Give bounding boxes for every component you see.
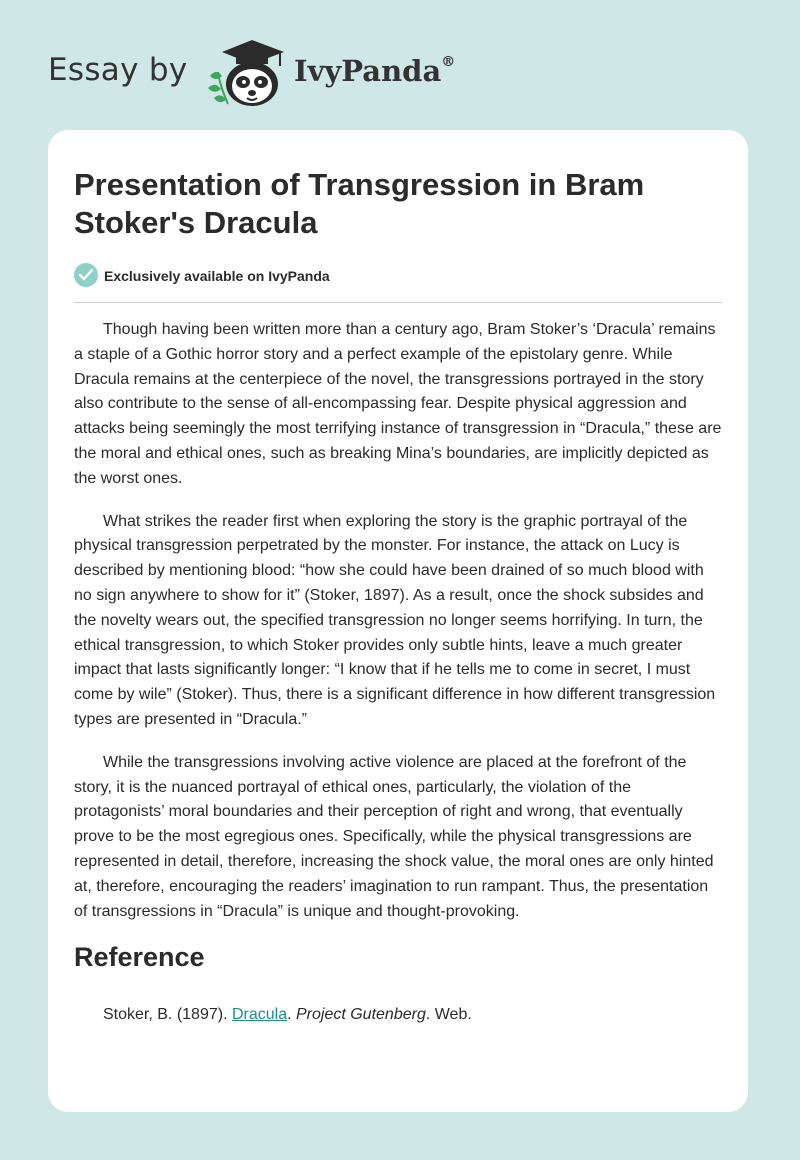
reference-suffix: . Web. [425, 1006, 472, 1023]
reference-entry [103, 1006, 472, 1024]
divider [74, 302, 722, 303]
ivypanda-panda-logo-icon[interactable] [204, 36, 288, 110]
reference-prefix: Stoker, B. (1897). [103, 1006, 232, 1023]
registered-mark: ® [441, 54, 456, 71]
page-title: Presentation of Transgression in Bram Stoker's Dracula [74, 167, 645, 240]
brand-name-text: IvyPanda [294, 54, 442, 88]
ivy-leaf-icon [208, 72, 228, 104]
site-header [48, 34, 648, 114]
paragraph: What strikes the reader first when exploring the story is the graphic portrayal of the physical transgression perpetrated by the monster. For instance, the attack on Lucy is described by mentioning blood: “how she could have been drained of so much blood with no sign anywhere to show for it” (Stoker, 1897). As a result, once the shock subsides and the novelty wears out, the specified transgression no longer seems horrifying. In turn, the ethical transgression, to which Stoker provides only subtle hints, leave a much greater impact that lasts significantly longer: “I know that if he tells me to come in secret, I must come by wile” (Stoker). Thus, there is a significant difference in how different transgression types are presented in “Dracula.” [74, 512, 716, 728]
essay-card [48, 130, 748, 1112]
reference-after-link: . [287, 1006, 296, 1023]
reference-heading: Reference [74, 942, 205, 972]
essay-by-label: Essay by [48, 52, 188, 88]
paragraph: While the transgressions involving active violence are placed at the forefront of the story, it is the nuanced portrayal of ethical ones, particularly, the violation of the protagonists’ moral boundaries and their perception of right and wrong, that eventually prove to be the most egregious ones. Specifically, while the physical transgressions are represented in detail, therefore, increasing the shock value, the moral ones are only hinted at, therefore, encouraging the readers’ imagination to run rampant. Thus, the presentation of transgressions in “Dracula” is unique and thought-provoking. [74, 753, 714, 920]
paragraph: Though having been written more than a century ago, Bram Stoker’s ‘Dracula’ remains a staple of a Gothic horror story and a perfect example of the epistolary genre. While Dracula remains at the centerpiece of the novel, the transgressions portrayed in the story also contribute to the sense of all-encompassing fear. Despite physical aggression and attacks being seemingly the most terrifying instance of transgression in “Dracula,” these are the moral and ethical ones, such as breaking Mina’s boundaries, are implicitly depicted as the worst ones. [74, 321, 722, 487]
checkmark-icon [74, 263, 98, 287]
dracula-link[interactable]: Dracula [231, 1006, 288, 1023]
brand-name[interactable] [294, 54, 455, 88]
exclusive-badge-label: Exclusively available on IvyPanda [104, 268, 330, 284]
reference-source: Project Gutenberg [295, 1006, 426, 1023]
essay-body [74, 318, 724, 942]
